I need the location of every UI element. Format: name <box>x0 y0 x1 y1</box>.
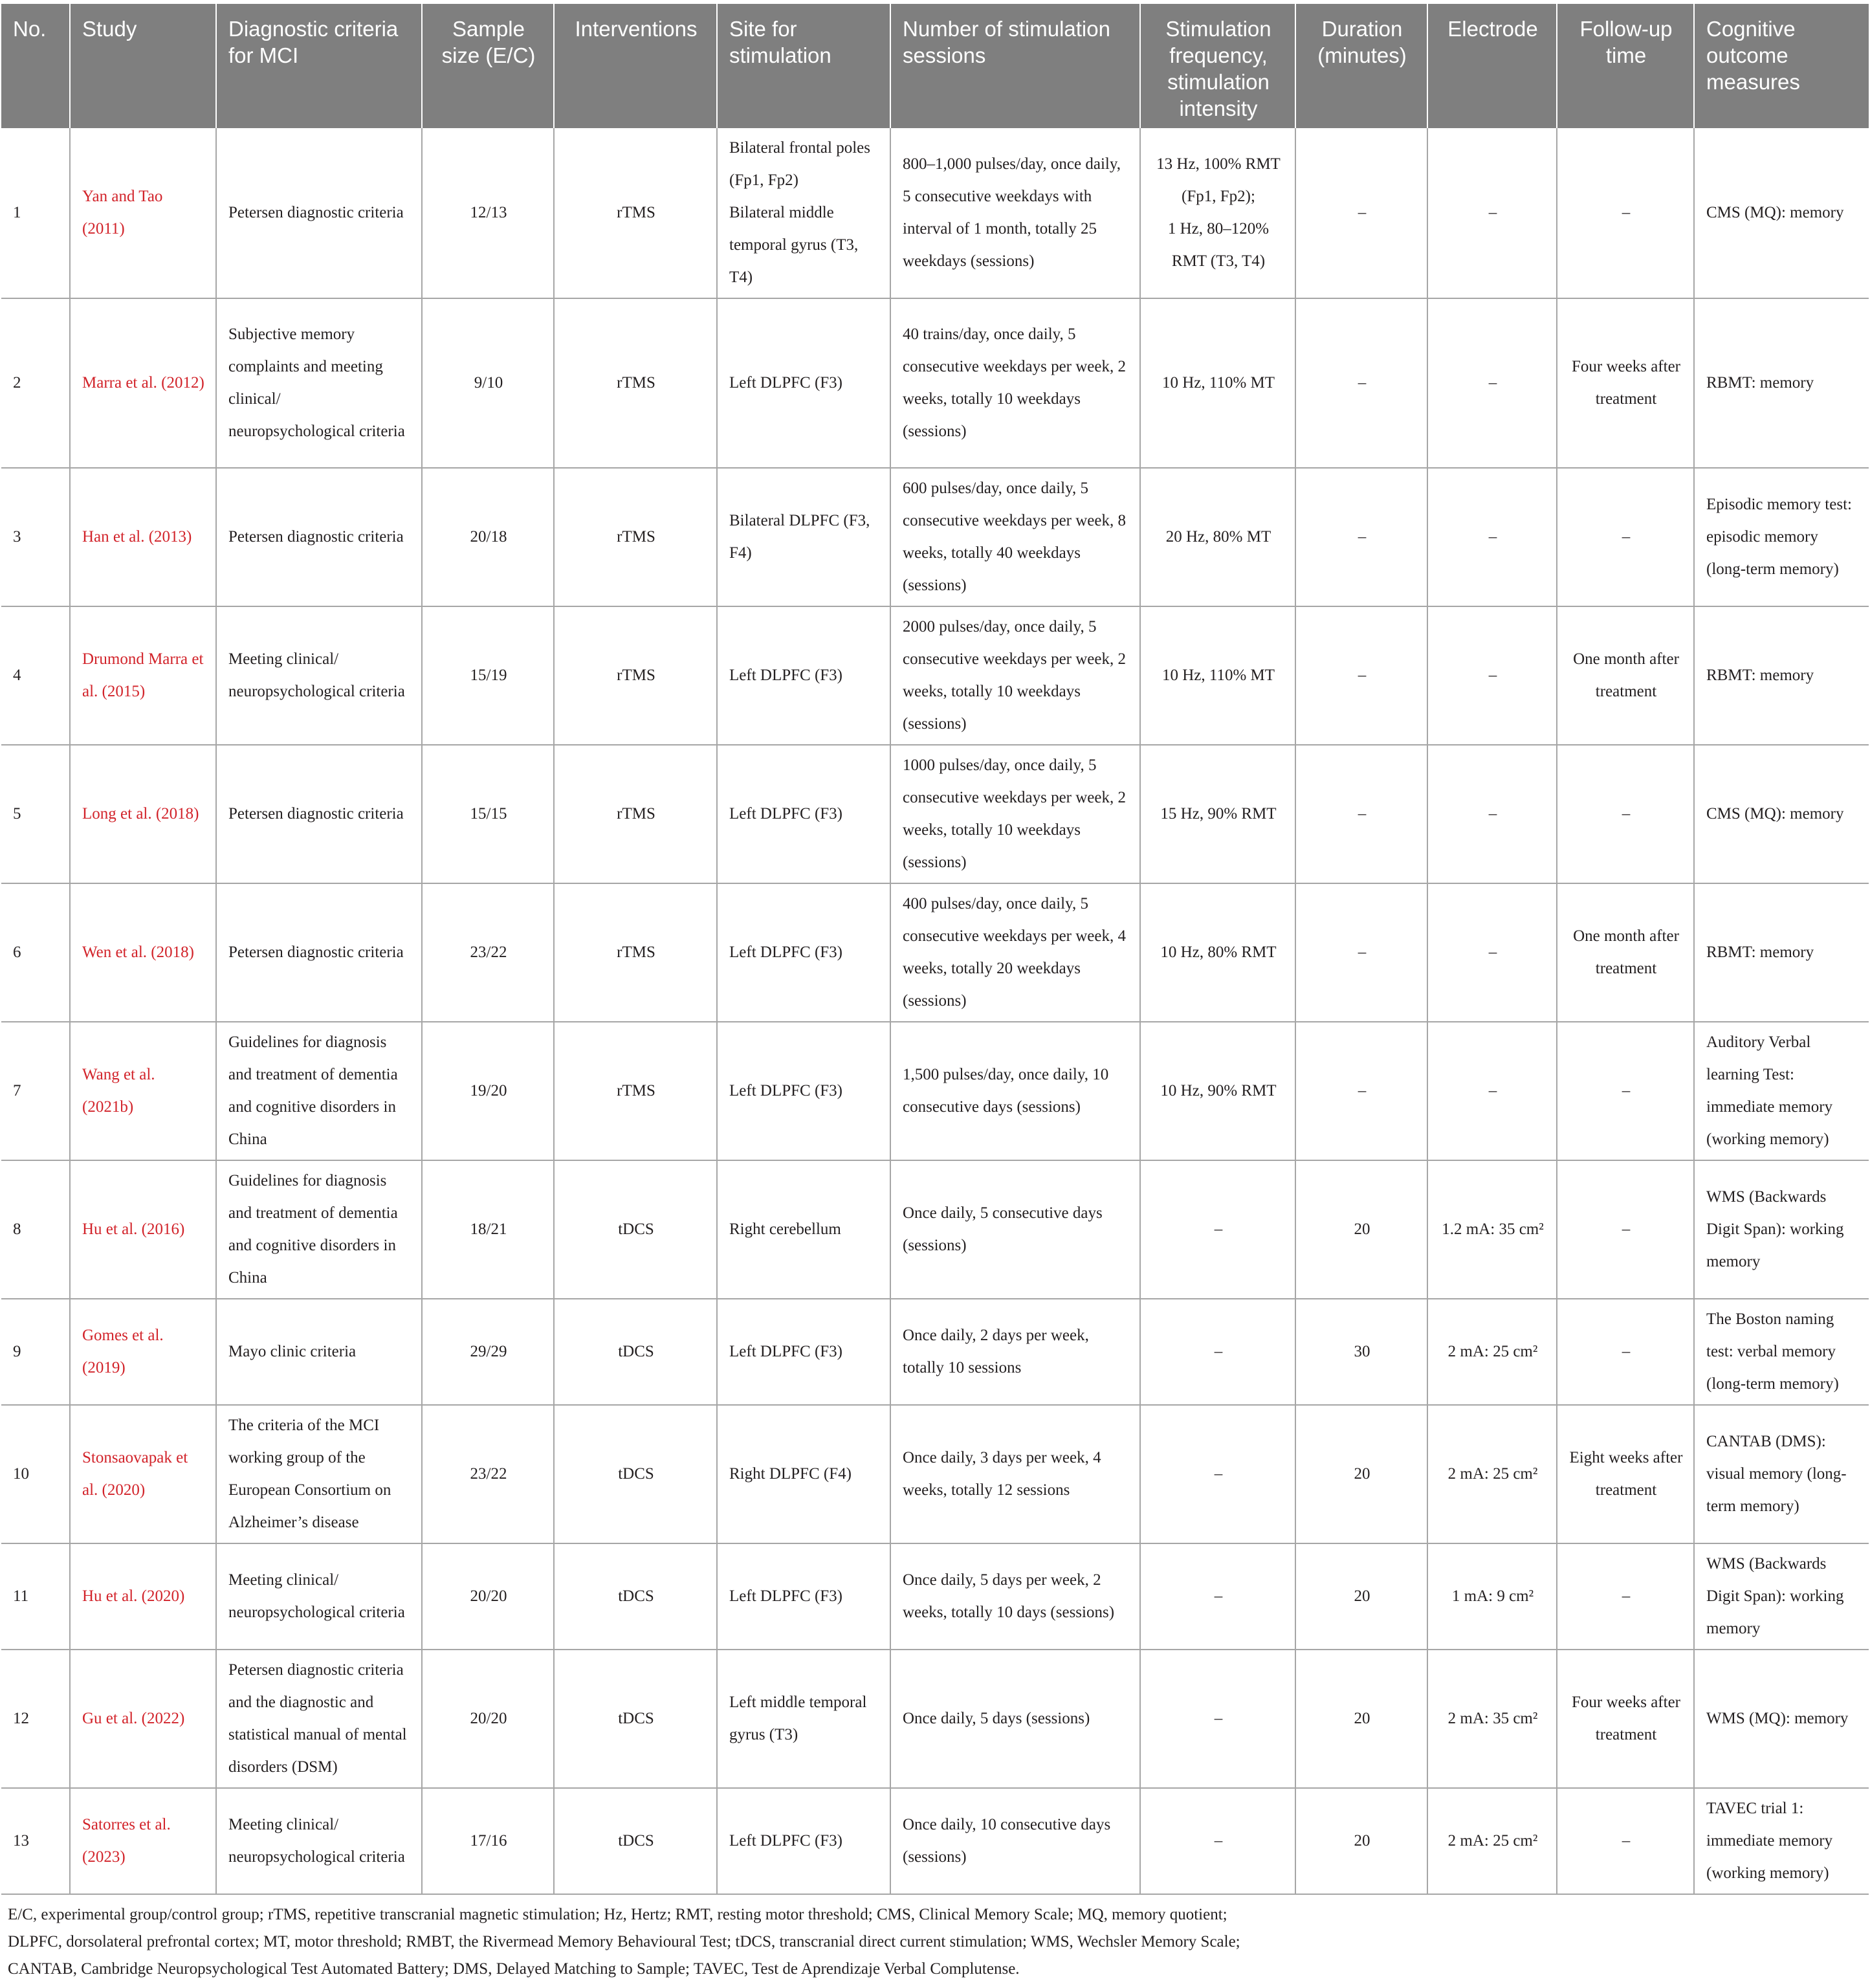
cell-frequency <box>1140 1299 1295 1405</box>
cell-site <box>717 128 890 298</box>
cell-site-line: Left DLPFC (F3) <box>729 1082 842 1099</box>
cell-site <box>717 1160 890 1299</box>
cell-outcome: Episodic memory test: episodic memory (long-term memory) <box>1694 468 1869 606</box>
cell-study: Gu et al. (2022) <box>70 1650 216 1788</box>
cell-study: Stonsaovapak et al. (2020) <box>70 1405 216 1543</box>
cell-site <box>717 298 890 468</box>
cell-no: 9 <box>1 1299 70 1405</box>
cell-study: Gomes et al. (2019) <box>70 1299 216 1405</box>
cell-sessions: 1,500 pulses/day, once daily, 10 consecutive days (sessions) <box>890 1022 1140 1160</box>
cell-duration: 20 <box>1295 1650 1427 1788</box>
cell-outcome: Auditory Verbal learning Test: immediate memory (working memory) <box>1694 1022 1869 1160</box>
cell-site <box>717 745 890 883</box>
cell-no: 3 <box>1 468 70 606</box>
cell-site-line: Left DLPFC (F3) <box>729 1343 842 1360</box>
cell-no: 13 <box>1 1788 70 1894</box>
cell-frequency-line: 10 Hz, 110% MT <box>1161 667 1275 684</box>
cell-follow-up: – <box>1557 468 1694 606</box>
header-diagnostic-criteria: Diagnostic criteria for MCI <box>216 4 422 128</box>
header-sample-size: Sample size (E/C) <box>422 4 554 128</box>
cell-criteria: Petersen diagnostic criteria <box>216 745 422 883</box>
cell-follow-up: – <box>1557 1022 1694 1160</box>
cell-no: 6 <box>1 883 70 1022</box>
header-duration: Duration (minutes) <box>1295 4 1427 128</box>
cell-follow-up: Eight weeks after treatment <box>1557 1405 1694 1543</box>
header-study: Study <box>70 4 216 128</box>
cell-site-line: Left DLPFC (F3) <box>729 944 842 961</box>
cell-criteria: Mayo clinic criteria <box>216 1299 422 1405</box>
cell-intervention: tDCS <box>554 1299 717 1405</box>
header-interventions: Interventions <box>554 4 717 128</box>
cell-intervention: tDCS <box>554 1543 717 1650</box>
cell-sample-size: 20/20 <box>422 1650 554 1788</box>
cell-frequency-line: – <box>1214 1465 1223 1483</box>
cell-outcome: WMS (Backwards Digit Span): working memory <box>1694 1160 1869 1299</box>
cell-sample-size: 20/18 <box>422 468 554 606</box>
cell-intervention: tDCS <box>554 1788 717 1894</box>
table-body <box>1 128 1869 1894</box>
cell-frequency <box>1140 298 1295 468</box>
cell-electrode: – <box>1427 606 1557 745</box>
cell-sample-size: 20/20 <box>422 1543 554 1650</box>
cell-frequency <box>1140 1160 1295 1299</box>
cell-site-line: Right cerebellum <box>729 1220 841 1238</box>
cell-intervention: rTMS <box>554 468 717 606</box>
cell-outcome: CANTAB (DMS): visual memory (long-term memory) <box>1694 1405 1869 1543</box>
cell-study: Long et al. (2018) <box>70 745 216 883</box>
cell-intervention: rTMS <box>554 606 717 745</box>
cell-criteria: Meeting clinical/ neuropsychological criteria <box>216 1543 422 1650</box>
cell-electrode: 2 mA: 25 cm² <box>1427 1299 1557 1405</box>
cell-duration: – <box>1295 606 1427 745</box>
cell-study: Wang et al. (2021b) <box>70 1022 216 1160</box>
cell-duration: – <box>1295 468 1427 606</box>
header-electrode: Electrode <box>1427 4 1557 128</box>
cell-frequency <box>1140 128 1295 298</box>
cell-intervention: rTMS <box>554 1022 717 1160</box>
table-row <box>1 1022 1869 1160</box>
cell-frequency <box>1140 883 1295 1022</box>
cell-frequency <box>1140 745 1295 883</box>
cell-criteria: Guidelines for diagnosis and treatment of dementia and cognitive disorders in China <box>216 1022 422 1160</box>
cell-study: Drumond Marra et al. (2015) <box>70 606 216 745</box>
cell-duration: – <box>1295 745 1427 883</box>
cell-site-line: Bilateral frontal poles (Fp1, Fp2) <box>729 139 870 189</box>
cell-study: Satorres et al. (2023) <box>70 1788 216 1894</box>
cell-electrode: – <box>1427 883 1557 1022</box>
footnote-line: E/C, experimental group/control group; rTMS, repetitive transcranial magnetic stimulation; Hz, Hertz; RMT, resting motor threshold; CMS, Clinical Memory Scale; MQ, memory quotient; <box>8 1906 1227 1923</box>
cell-study: Han et al. (2013) <box>70 468 216 606</box>
cell-electrode: 1 mA: 9 cm² <box>1427 1543 1557 1650</box>
cell-no: 7 <box>1 1022 70 1160</box>
cell-frequency-line: 1 Hz, 80–120% RMT (T3, T4) <box>1167 220 1270 270</box>
cell-no: 8 <box>1 1160 70 1299</box>
cell-follow-up: – <box>1557 128 1694 298</box>
cell-follow-up: – <box>1557 1543 1694 1650</box>
cell-electrode: 2 mA: 35 cm² <box>1427 1650 1557 1788</box>
cell-site <box>717 606 890 745</box>
cell-sample-size: 23/22 <box>422 1405 554 1543</box>
cell-site <box>717 1022 890 1160</box>
cell-sample-size: 15/15 <box>422 745 554 883</box>
cell-frequency-line: 15 Hz, 90% RMT <box>1160 805 1277 823</box>
cell-frequency-line: – <box>1214 1832 1223 1850</box>
table-row <box>1 1405 1869 1543</box>
cell-site <box>717 1405 890 1543</box>
cell-study: Wen et al. (2018) <box>70 883 216 1022</box>
cell-study: Yan and Tao (2011) <box>70 128 216 298</box>
cell-site <box>717 1299 890 1405</box>
cell-site-line: Bilateral DLPFC (F3, F4) <box>729 512 870 562</box>
cell-sessions: 800–1,000 pulses/day, once daily, 5 consecutive weekdays with interval of 1 month, totally 25 weekdays (sessions) <box>890 128 1140 298</box>
cell-no: 4 <box>1 606 70 745</box>
cell-site-line: Right DLPFC (F4) <box>729 1465 852 1483</box>
cell-criteria: Petersen diagnostic criteria <box>216 468 422 606</box>
table-row <box>1 745 1869 883</box>
cell-duration: 20 <box>1295 1160 1427 1299</box>
table-row <box>1 606 1869 745</box>
header-site: Site for stimulation <box>717 4 890 128</box>
cell-sample-size: 18/21 <box>422 1160 554 1299</box>
header-sessions: Number of stimulation sessions <box>890 4 1140 128</box>
cell-frequency-line: 13 Hz, 100% RMT (Fp1, Fp2); <box>1156 155 1281 205</box>
cell-follow-up: Four weeks after treatment <box>1557 1650 1694 1788</box>
cell-no: 11 <box>1 1543 70 1650</box>
cell-sample-size: 12/13 <box>422 128 554 298</box>
cell-criteria: Subjective memory complaints and meeting clinical/ neuropsychological criteria <box>216 298 422 468</box>
cell-sessions: 600 pulses/day, once daily, 5 consecutive weekdays per week, 8 weeks, totally 40 weekdays (sessions) <box>890 468 1140 606</box>
cell-sessions: Once daily, 10 consecutive days (sessions) <box>890 1788 1140 1894</box>
cell-follow-up: Four weeks after treatment <box>1557 298 1694 468</box>
cell-follow-up: – <box>1557 1160 1694 1299</box>
cell-site <box>717 883 890 1022</box>
table-row <box>1 1543 1869 1650</box>
cell-sample-size: 17/16 <box>422 1788 554 1894</box>
cell-frequency <box>1140 1022 1295 1160</box>
table-row <box>1 1160 1869 1299</box>
cell-electrode: 1.2 mA: 35 cm² <box>1427 1160 1557 1299</box>
cell-outcome: CMS (MQ): memory <box>1694 745 1869 883</box>
cell-frequency-line: – <box>1214 1220 1223 1238</box>
cell-duration: – <box>1295 128 1427 298</box>
cell-sessions: Once daily, 2 days per week, totally 10 sessions <box>890 1299 1140 1405</box>
cell-sample-size: 9/10 <box>422 298 554 468</box>
cell-frequency-line: 10 Hz, 110% MT <box>1161 374 1275 392</box>
cell-site-line: Left DLPFC (F3) <box>729 667 842 684</box>
cell-sessions: Once daily, 5 days per week, 2 weeks, totally 10 days (sessions) <box>890 1543 1140 1650</box>
cell-outcome: RBMT: memory <box>1694 883 1869 1022</box>
cell-duration: 20 <box>1295 1405 1427 1543</box>
cell-site <box>717 1788 890 1894</box>
cell-duration: – <box>1295 1022 1427 1160</box>
header-outcome: Cognitive outcome measures <box>1694 4 1869 128</box>
cell-outcome: RBMT: memory <box>1694 298 1869 468</box>
cell-criteria: Guidelines for diagnosis and treatment of dementia and cognitive disorders in China <box>216 1160 422 1299</box>
footnote-line: CANTAB, Cambridge Neuropsychological Test Automated Battery; DMS, Delayed Matching to Sample; TAVEC, Test de Aprendizaje Verbal Complutense. <box>8 1960 1020 1978</box>
cell-electrode: 2 mA: 25 cm² <box>1427 1405 1557 1543</box>
table-row <box>1 298 1869 468</box>
header-row <box>1 4 1869 128</box>
cell-duration: 30 <box>1295 1299 1427 1405</box>
cell-intervention: tDCS <box>554 1650 717 1788</box>
cell-site-line: Left DLPFC (F3) <box>729 1587 842 1605</box>
cell-electrode: – <box>1427 468 1557 606</box>
cell-duration: 20 <box>1295 1788 1427 1894</box>
studies-table <box>1 4 1869 1895</box>
cell-study: Hu et al. (2020) <box>70 1543 216 1650</box>
cell-intervention: rTMS <box>554 128 717 298</box>
cell-electrode: – <box>1427 1022 1557 1160</box>
table-footnote <box>8 1901 1858 1983</box>
cell-intervention: rTMS <box>554 298 717 468</box>
table-row <box>1 128 1869 298</box>
cell-duration: – <box>1295 883 1427 1022</box>
footnote-line: DLPFC, dorsolateral prefrontal cortex; MT, motor threshold; RMBT, the Rivermead Memory Behavioural Test; tDCS, transcranial direct current stimulation; WMS, Wechsler Memory Scale; <box>8 1933 1240 1950</box>
cell-frequency <box>1140 468 1295 606</box>
cell-frequency-line: 10 Hz, 80% RMT <box>1160 944 1277 961</box>
cell-no: 2 <box>1 298 70 468</box>
cell-site-line: Left DLPFC (F3) <box>729 805 842 823</box>
cell-criteria: The criteria of the MCI working group of the European Consortium on Alzheimer’s disease <box>216 1405 422 1543</box>
cell-follow-up: – <box>1557 745 1694 883</box>
cell-sessions: Once daily, 3 days per week, 4 weeks, totally 12 sessions <box>890 1405 1140 1543</box>
cell-follow-up: One month after treatment <box>1557 606 1694 745</box>
cell-frequency <box>1140 1405 1295 1543</box>
cell-frequency-line: 20 Hz, 80% MT <box>1165 528 1271 546</box>
cell-outcome: CMS (MQ): memory <box>1694 128 1869 298</box>
cell-sample-size: 15/19 <box>422 606 554 745</box>
cell-sample-size: 23/22 <box>422 883 554 1022</box>
cell-no: 5 <box>1 745 70 883</box>
header-follow-up: Follow-up time <box>1557 4 1694 128</box>
cell-electrode: – <box>1427 745 1557 883</box>
cell-study: Hu et al. (2016) <box>70 1160 216 1299</box>
cell-outcome: TAVEC trial 1: immediate memory (working memory) <box>1694 1788 1869 1894</box>
cell-follow-up: One month after treatment <box>1557 883 1694 1022</box>
cell-outcome: WMS (Backwards Digit Span): working memory <box>1694 1543 1869 1650</box>
cell-study: Marra et al. (2012) <box>70 298 216 468</box>
cell-no: 10 <box>1 1405 70 1543</box>
cell-follow-up: – <box>1557 1788 1694 1894</box>
cell-follow-up: – <box>1557 1299 1694 1405</box>
cell-site-line: Left DLPFC (F3) <box>729 374 842 392</box>
cell-criteria: Petersen diagnostic criteria <box>216 128 422 298</box>
cell-sample-size: 19/20 <box>422 1022 554 1160</box>
cell-electrode: 2 mA: 25 cm² <box>1427 1788 1557 1894</box>
cell-frequency <box>1140 1650 1295 1788</box>
cell-intervention: rTMS <box>554 883 717 1022</box>
cell-sessions: 1000 pulses/day, once daily, 5 consecutive weekdays per week, 2 weeks, totally 10 weekdays (sessions) <box>890 745 1140 883</box>
cell-electrode: – <box>1427 298 1557 468</box>
cell-outcome: WMS (MQ): memory <box>1694 1650 1869 1788</box>
cell-frequency-line: – <box>1214 1587 1223 1605</box>
cell-sessions: 40 trains/day, once daily, 5 consecutive weekdays per week, 2 weeks, totally 10 weekdays (sessions) <box>890 298 1140 468</box>
cell-electrode: – <box>1427 128 1557 298</box>
cell-no: 12 <box>1 1650 70 1788</box>
cell-site <box>717 468 890 606</box>
cell-outcome: The Boston naming test: verbal memory (long-term memory) <box>1694 1299 1869 1405</box>
cell-frequency-line: – <box>1214 1343 1223 1360</box>
cell-criteria: Meeting clinical/ neuropsychological criteria <box>216 606 422 745</box>
cell-frequency-line: – <box>1214 1710 1223 1727</box>
cell-no: 1 <box>1 128 70 298</box>
table-row <box>1 1788 1869 1894</box>
cell-sessions: Once daily, 5 consecutive days (sessions) <box>890 1160 1140 1299</box>
cell-intervention: tDCS <box>554 1160 717 1299</box>
header-no: No. <box>1 4 70 128</box>
cell-frequency-line: 10 Hz, 90% RMT <box>1160 1082 1277 1099</box>
cell-duration: 20 <box>1295 1543 1427 1650</box>
cell-sessions: 400 pulses/day, once daily, 5 consecutive weekdays per week, 4 weeks, totally 20 weekdays (sessions) <box>890 883 1140 1022</box>
table-row <box>1 1299 1869 1405</box>
cell-site <box>717 1650 890 1788</box>
cell-frequency <box>1140 1788 1295 1894</box>
cell-criteria: Petersen diagnostic criteria and the diagnostic and statistical manual of mental disorders (DSM) <box>216 1650 422 1788</box>
cell-site-line: Bilateral middle temporal gyrus (T3, T4) <box>729 204 859 286</box>
cell-sessions: 2000 pulses/day, once daily, 5 consecutive weekdays per week, 2 weeks, totally 10 weekdays (sessions) <box>890 606 1140 745</box>
cell-outcome: RBMT: memory <box>1694 606 1869 745</box>
cell-site <box>717 1543 890 1650</box>
cell-frequency <box>1140 606 1295 745</box>
cell-criteria: Petersen diagnostic criteria <box>216 883 422 1022</box>
table-row <box>1 1650 1869 1788</box>
cell-sessions: Once daily, 5 days (sessions) <box>890 1650 1140 1788</box>
table-row <box>1 468 1869 606</box>
cell-site-line: Left DLPFC (F3) <box>729 1832 842 1850</box>
cell-site-line: Left middle temporal gyrus (T3) <box>729 1694 867 1743</box>
cell-intervention: tDCS <box>554 1405 717 1543</box>
cell-sample-size: 29/29 <box>422 1299 554 1405</box>
header-frequency: Stimulation frequency, stimulation intensity <box>1140 4 1295 128</box>
cell-criteria: Meeting clinical/ neuropsychological criteria <box>216 1788 422 1894</box>
table-row <box>1 883 1869 1022</box>
cell-frequency <box>1140 1543 1295 1650</box>
cell-intervention: rTMS <box>554 745 717 883</box>
cell-duration: – <box>1295 298 1427 468</box>
